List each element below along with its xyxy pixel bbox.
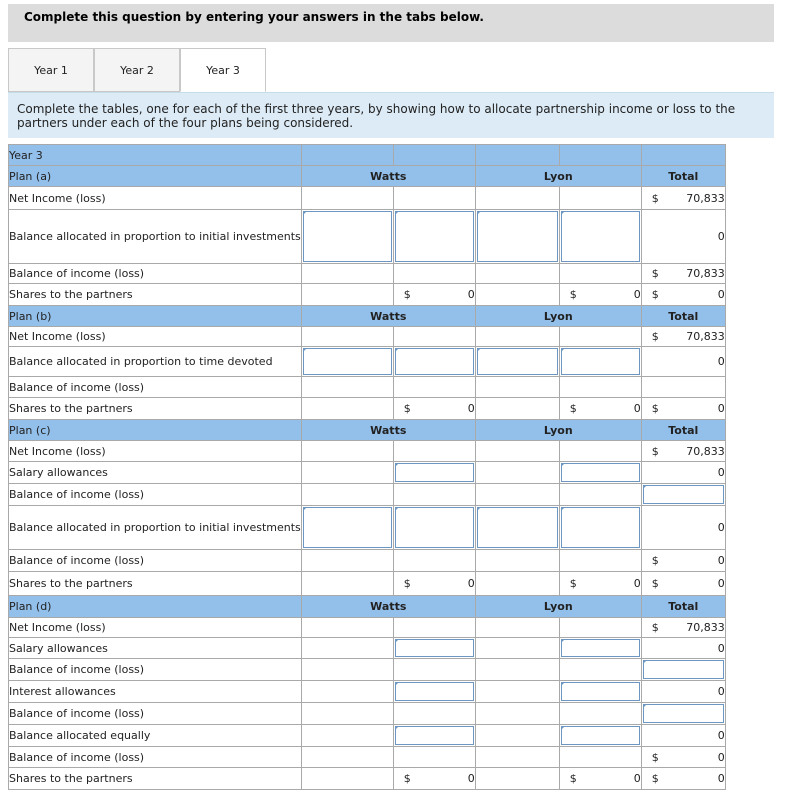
row-label: Balance of income (loss)	[9, 659, 302, 681]
tab-year-3[interactable]	[180, 48, 266, 92]
lyon-header: Lyon	[475, 420, 641, 441]
row-label: Balance allocated in proportion to time devoted	[9, 347, 302, 377]
plan-c-header	[9, 420, 726, 441]
plan-d-title: Plan (d)	[9, 596, 302, 618]
row-label: Shares to the partners	[9, 768, 302, 790]
tab-label: Year 3	[206, 63, 240, 77]
plan-b-header	[9, 306, 726, 327]
plan-d-header	[9, 596, 726, 618]
total-value: $ 0	[641, 747, 725, 768]
total-value: 0	[641, 347, 725, 377]
row-label: Balance allocated in proportion to initial investments	[9, 210, 302, 264]
total-value: 0	[641, 681, 725, 703]
row-label: Net Income (loss)	[9, 618, 302, 638]
lyon-share: $ 0	[559, 398, 641, 420]
row-label: Shares to the partners	[9, 398, 302, 420]
total-share: $ 0	[641, 768, 725, 790]
dollar-sign: $	[651, 191, 659, 205]
lyon-ratio-input[interactable]	[475, 347, 559, 377]
lyon-amount-input[interactable]	[559, 347, 641, 377]
row-label: Shares to the partners	[9, 284, 302, 306]
lyon-interest-input[interactable]	[559, 681, 641, 703]
allocation-table	[8, 144, 726, 790]
lyon-header: Lyon	[475, 166, 641, 187]
watts-header: Watts	[301, 596, 475, 618]
row-label: Balance of income (loss)	[9, 484, 302, 506]
instructions: Complete the tables, one for each of the first three years, by showing how to allocate partnership income or loss to the partners under each of the four plans being considered.	[8, 92, 774, 138]
watts-interest-input[interactable]	[393, 681, 475, 703]
tab-label: Year 2	[120, 63, 154, 77]
row-label: Interest allowances	[9, 681, 302, 703]
balance-input[interactable]	[641, 659, 725, 681]
total-header: Total	[641, 166, 725, 187]
row-label: Shares to the partners	[9, 572, 302, 596]
watts-share: $ 0	[393, 572, 475, 596]
plan-a-title: Plan (a)	[9, 166, 302, 187]
watts-header: Watts	[301, 166, 475, 187]
total-value: 0	[641, 638, 725, 659]
watts-share: $ 0	[393, 768, 475, 790]
lyon-ratio-input[interactable]	[475, 210, 559, 264]
tab-year-2[interactable]	[94, 48, 180, 92]
total-share: $ 0	[641, 398, 725, 420]
tab-label: Year 1	[34, 63, 68, 77]
watts-header: Watts	[301, 420, 475, 441]
watts-salary-input[interactable]	[393, 462, 475, 484]
total-value: 0	[641, 210, 725, 264]
total-value: $ 70,833	[641, 618, 725, 638]
total-share: $ 0	[641, 284, 725, 306]
total-value: $ 70,833	[641, 441, 725, 462]
watts-salary-input[interactable]	[393, 638, 475, 659]
lyon-share: $ 0	[559, 768, 641, 790]
watts-ratio-input[interactable]	[301, 210, 393, 264]
lyon-salary-input[interactable]	[559, 638, 641, 659]
plan-a-header	[9, 166, 726, 187]
watts-ratio-input[interactable]	[301, 347, 393, 377]
watts-share: $ 0	[393, 284, 475, 306]
row-label: Balance allocated equally	[9, 725, 302, 747]
watts-amount-input[interactable]	[393, 347, 475, 377]
lyon-equal-input[interactable]	[559, 725, 641, 747]
total-value: 0	[641, 725, 725, 747]
total-value: $ 70,833	[641, 187, 725, 210]
total-value: $ 70,833	[641, 264, 725, 284]
watts-amount-input[interactable]	[393, 506, 475, 550]
lyon-amount-input[interactable]	[559, 210, 641, 264]
lyon-salary-input[interactable]	[559, 462, 641, 484]
lyon-share: $ 0	[559, 284, 641, 306]
lyon-header: Lyon	[475, 306, 641, 327]
row-label: Balance of income (loss)	[9, 703, 302, 725]
total-header: Total	[641, 306, 725, 327]
row-label: Balance of income (loss)	[9, 377, 302, 398]
watts-amount-input[interactable]	[393, 210, 475, 264]
row-label: Balance of income (loss)	[9, 550, 302, 572]
tab-year-1[interactable]	[8, 48, 94, 92]
question-title: Complete this question by entering your answers in the tabs below.	[24, 10, 484, 24]
row-label: Net Income (loss)	[9, 441, 302, 462]
total-value: 0	[641, 462, 725, 484]
lyon-ratio-input[interactable]	[475, 506, 559, 550]
watts-equal-input[interactable]	[393, 725, 475, 747]
total-header: Total	[641, 420, 725, 441]
total-value: $ 0	[641, 550, 725, 572]
row-label: Salary allowances	[9, 638, 302, 659]
total-header: Total	[641, 596, 725, 618]
year-label: Year 3	[9, 145, 302, 166]
balance-input[interactable]	[641, 484, 725, 506]
row-label: Balance of income (loss)	[9, 264, 302, 284]
lyon-header: Lyon	[475, 596, 641, 618]
row-label: Net Income (loss)	[9, 327, 302, 347]
total-share: $ 0	[641, 572, 725, 596]
plan-c-title: Plan (c)	[9, 420, 302, 441]
lyon-amount-input[interactable]	[559, 506, 641, 550]
watts-share: $ 0	[393, 398, 475, 420]
balance-input[interactable]	[641, 703, 725, 725]
total-value: 0	[641, 506, 725, 550]
row-label: Net Income (loss)	[9, 187, 302, 210]
row-label: Balance allocated in proportion to initial investments	[9, 506, 302, 550]
row-label: Balance of income (loss)	[9, 747, 302, 768]
question-header	[8, 4, 774, 42]
watts-ratio-input[interactable]	[301, 506, 393, 550]
total-value: $ 70,833	[641, 327, 725, 347]
row-label: Salary allowances	[9, 462, 302, 484]
lyon-share: $ 0	[559, 572, 641, 596]
plan-b-title: Plan (b)	[9, 306, 302, 327]
watts-header: Watts	[301, 306, 475, 327]
